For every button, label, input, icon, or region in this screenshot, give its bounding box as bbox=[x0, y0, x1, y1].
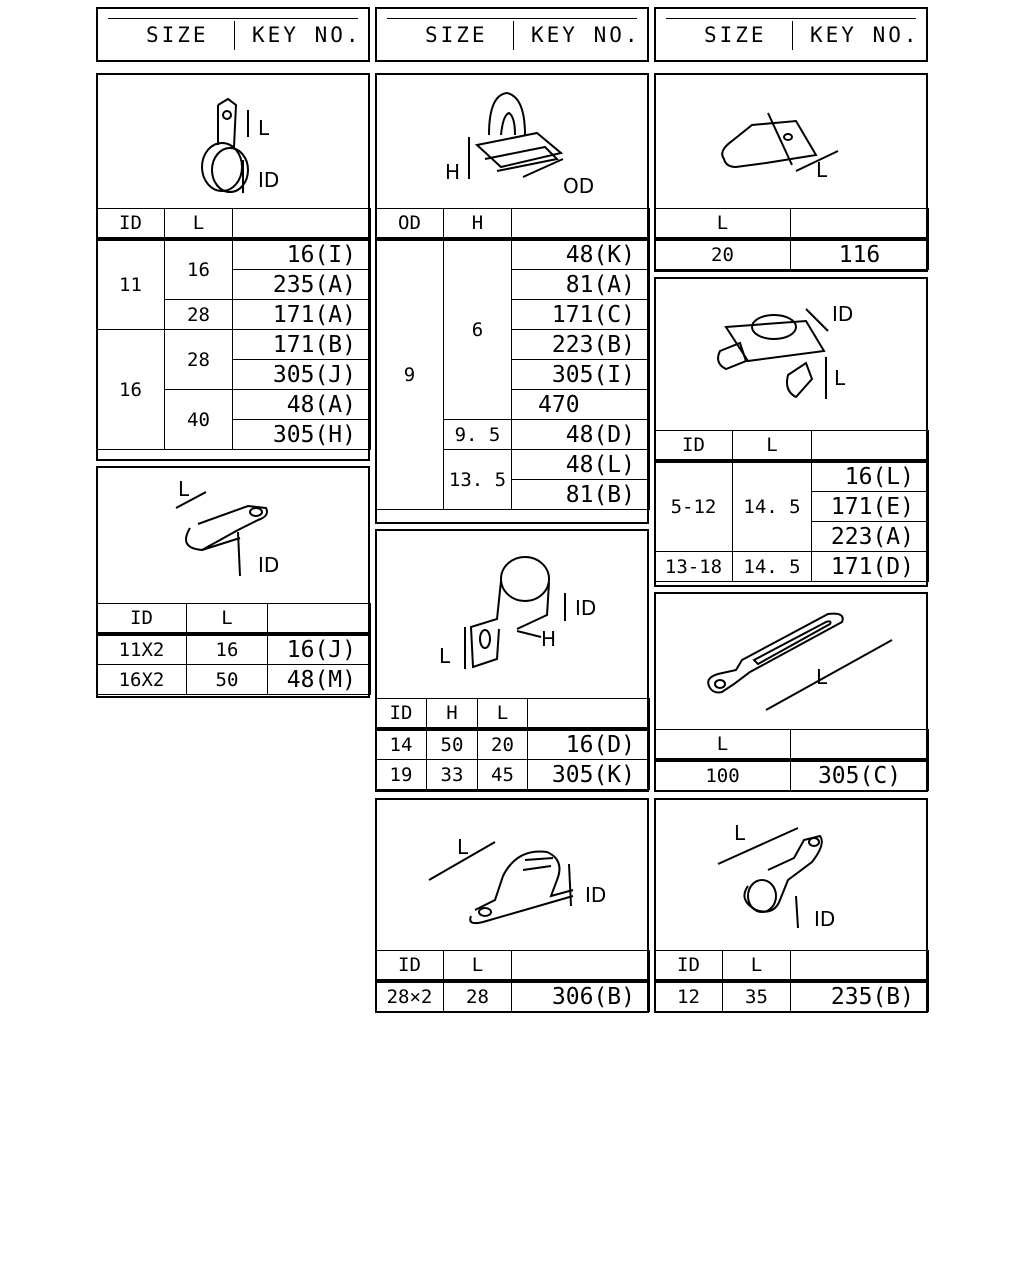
cell-h: 33 bbox=[427, 760, 478, 790]
col-header-key bbox=[233, 209, 371, 240]
dim-l-label: L bbox=[178, 477, 190, 501]
cell-key: 305(I) bbox=[512, 360, 650, 390]
wide-clamp-drawing bbox=[377, 800, 647, 950]
dim-h-label: H bbox=[541, 627, 557, 651]
wide-clamp-table bbox=[375, 950, 650, 1012]
cell-l: 28 bbox=[165, 330, 233, 390]
cell-h: 50 bbox=[427, 729, 478, 760]
col-header-l: L bbox=[733, 431, 812, 462]
cell-l: 20 bbox=[655, 239, 791, 270]
dim-od-label: OD bbox=[563, 174, 595, 198]
col-header-key bbox=[528, 699, 650, 730]
col-header-l: L bbox=[723, 951, 791, 982]
loop-strap-drawing bbox=[656, 800, 926, 950]
header-divider bbox=[234, 21, 235, 50]
col-header-l: L bbox=[165, 209, 233, 240]
header-keyno-label: KEY NO. bbox=[531, 23, 641, 47]
cell-key: 470 bbox=[512, 390, 650, 420]
cell-key: 81(B) bbox=[512, 480, 650, 510]
cell-id: 16X2 bbox=[97, 665, 187, 695]
col-header-key bbox=[812, 431, 929, 462]
cell-id: 5-12 bbox=[655, 461, 733, 552]
cell-key: 171(D) bbox=[812, 552, 929, 582]
cell-key: 171(C) bbox=[512, 300, 650, 330]
cell-id: 11X2 bbox=[97, 634, 187, 665]
cell-id: 13-18 bbox=[655, 552, 733, 582]
dim-l-label: L bbox=[816, 665, 828, 689]
dim-l-label: L bbox=[457, 835, 469, 859]
header-rule bbox=[666, 18, 916, 19]
col-header-key bbox=[791, 951, 929, 982]
dim-h-label: H bbox=[445, 160, 461, 184]
cell-key: 116 bbox=[791, 239, 929, 270]
offset-clamp-table bbox=[375, 698, 650, 790]
dim-id-label: ID bbox=[575, 596, 597, 620]
push-clip-drawing bbox=[377, 75, 647, 209]
panel-slotted-strap bbox=[654, 592, 928, 792]
col-header-id: ID bbox=[655, 951, 723, 982]
cell-key: 305(J) bbox=[233, 360, 371, 390]
bent-tab-table bbox=[654, 208, 929, 270]
cell-key: 305(K) bbox=[528, 760, 650, 790]
offset-clamp-drawing bbox=[377, 531, 647, 699]
slotted-strap-table bbox=[654, 729, 929, 791]
dim-id-label: ID bbox=[258, 168, 280, 192]
panel-loop-strap bbox=[654, 798, 928, 1013]
cell-l: 14. 5 bbox=[733, 461, 812, 552]
panel-saddle-clip bbox=[654, 277, 928, 587]
cell-l: 16 bbox=[187, 634, 268, 665]
col-header-id: ID bbox=[97, 604, 187, 635]
p-clamp-drawing bbox=[98, 75, 368, 209]
cell-key: 305(C) bbox=[791, 760, 929, 791]
cell-h: 6 bbox=[444, 239, 512, 420]
header-keyno-label: KEY NO. bbox=[252, 23, 362, 47]
double-clamp-table bbox=[96, 603, 371, 695]
slotted-strap-drawing bbox=[656, 594, 926, 730]
saddle-clip-table bbox=[654, 430, 929, 582]
cell-key: 171(B) bbox=[233, 330, 371, 360]
cell-key: 235(B) bbox=[791, 981, 929, 1012]
cell-l: 28 bbox=[165, 300, 233, 330]
col-header-id: ID bbox=[655, 431, 733, 462]
col-header-id: ID bbox=[97, 209, 165, 240]
col-header-key bbox=[512, 951, 650, 982]
cell-key: 48(L) bbox=[512, 450, 650, 480]
cell-key: 48(M) bbox=[268, 665, 371, 695]
cell-key: 223(B) bbox=[512, 330, 650, 360]
dim-l-label: L bbox=[258, 116, 270, 140]
cell-key: 171(E) bbox=[812, 492, 929, 522]
col-header-od: OD bbox=[376, 209, 444, 240]
cell-l: 45 bbox=[478, 760, 528, 790]
dim-id-label: ID bbox=[585, 883, 607, 907]
cell-id: 28×2 bbox=[376, 981, 444, 1012]
header-size-keyno-1 bbox=[96, 7, 370, 62]
header-size-keyno-2 bbox=[375, 7, 649, 62]
cell-id: 12 bbox=[655, 981, 723, 1012]
panel-offset-clamp bbox=[375, 529, 649, 792]
col-header-key bbox=[791, 209, 929, 240]
cell-key: 305(H) bbox=[233, 420, 371, 450]
panel-push-clip bbox=[375, 73, 649, 524]
header-size-keyno-3 bbox=[654, 7, 928, 62]
cell-h: 9. 5 bbox=[444, 420, 512, 450]
cell-key: 306(B) bbox=[512, 981, 650, 1012]
cell-l: 20 bbox=[478, 729, 528, 760]
dim-l-label: L bbox=[834, 366, 846, 390]
cell-l: 16 bbox=[165, 239, 233, 300]
col-header-l: L bbox=[478, 699, 528, 730]
panel-p-clamp bbox=[96, 73, 370, 461]
dim-l-label: L bbox=[734, 821, 746, 845]
cell-l: 28 bbox=[444, 981, 512, 1012]
cell-key: 81(A) bbox=[512, 270, 650, 300]
col-header-key bbox=[512, 209, 650, 240]
cell-id: 11 bbox=[97, 239, 165, 330]
header-size-label: SIZE bbox=[146, 23, 209, 47]
cell-od: 9 bbox=[376, 239, 444, 510]
cell-id: 19 bbox=[376, 760, 427, 790]
col-header-id: ID bbox=[376, 951, 444, 982]
push-clip-table bbox=[375, 208, 650, 510]
cell-key: 48(K) bbox=[512, 239, 650, 270]
cell-key: 16(L) bbox=[812, 461, 929, 492]
header-rule bbox=[108, 18, 358, 19]
cell-key: 16(I) bbox=[233, 239, 371, 270]
dim-id-label: ID bbox=[832, 302, 854, 326]
cell-key: 235(A) bbox=[233, 270, 371, 300]
panel-bent-tab bbox=[654, 73, 928, 272]
col-header-l: L bbox=[655, 730, 791, 761]
header-size-label: SIZE bbox=[704, 23, 767, 47]
cell-l: 35 bbox=[723, 981, 791, 1012]
dim-l-label: L bbox=[439, 644, 451, 668]
cell-h: 13. 5 bbox=[444, 450, 512, 510]
cell-key: 223(A) bbox=[812, 522, 929, 552]
bent-tab-drawing bbox=[656, 75, 926, 209]
dim-id-label: ID bbox=[258, 553, 280, 577]
cell-key: 48(D) bbox=[512, 420, 650, 450]
cell-key: 171(A) bbox=[233, 300, 371, 330]
cell-l: 50 bbox=[187, 665, 268, 695]
header-size-label: SIZE bbox=[425, 23, 488, 47]
double-clamp-drawing bbox=[98, 468, 368, 604]
dim-l-label: L bbox=[816, 158, 828, 182]
cell-id: 14 bbox=[376, 729, 427, 760]
cell-key: 48(A) bbox=[233, 390, 371, 420]
col-header-l: L bbox=[187, 604, 268, 635]
loop-strap-table bbox=[654, 950, 929, 1012]
dim-id-label: ID bbox=[814, 907, 836, 931]
col-header-l: L bbox=[444, 951, 512, 982]
header-rule bbox=[387, 18, 637, 19]
panel-double-clamp bbox=[96, 466, 370, 698]
col-header-id: ID bbox=[376, 699, 427, 730]
saddle-clip-drawing bbox=[656, 279, 926, 431]
header-keyno-label: KEY NO. bbox=[810, 23, 920, 47]
cell-l: 14. 5 bbox=[733, 552, 812, 582]
col-header-key bbox=[268, 604, 371, 635]
cell-l: 100 bbox=[655, 760, 791, 791]
col-header-key bbox=[791, 730, 929, 761]
cell-key: 16(D) bbox=[528, 729, 650, 760]
col-header-l: L bbox=[655, 209, 791, 240]
p-clamp-table bbox=[96, 208, 371, 450]
cell-key: 16(J) bbox=[268, 634, 371, 665]
cell-id: 16 bbox=[97, 330, 165, 450]
header-divider bbox=[792, 21, 793, 50]
cell-l: 40 bbox=[165, 390, 233, 450]
col-header-h: H bbox=[427, 699, 478, 730]
panel-wide-clamp bbox=[375, 798, 649, 1013]
col-header-h: H bbox=[444, 209, 512, 240]
header-divider bbox=[513, 21, 514, 50]
